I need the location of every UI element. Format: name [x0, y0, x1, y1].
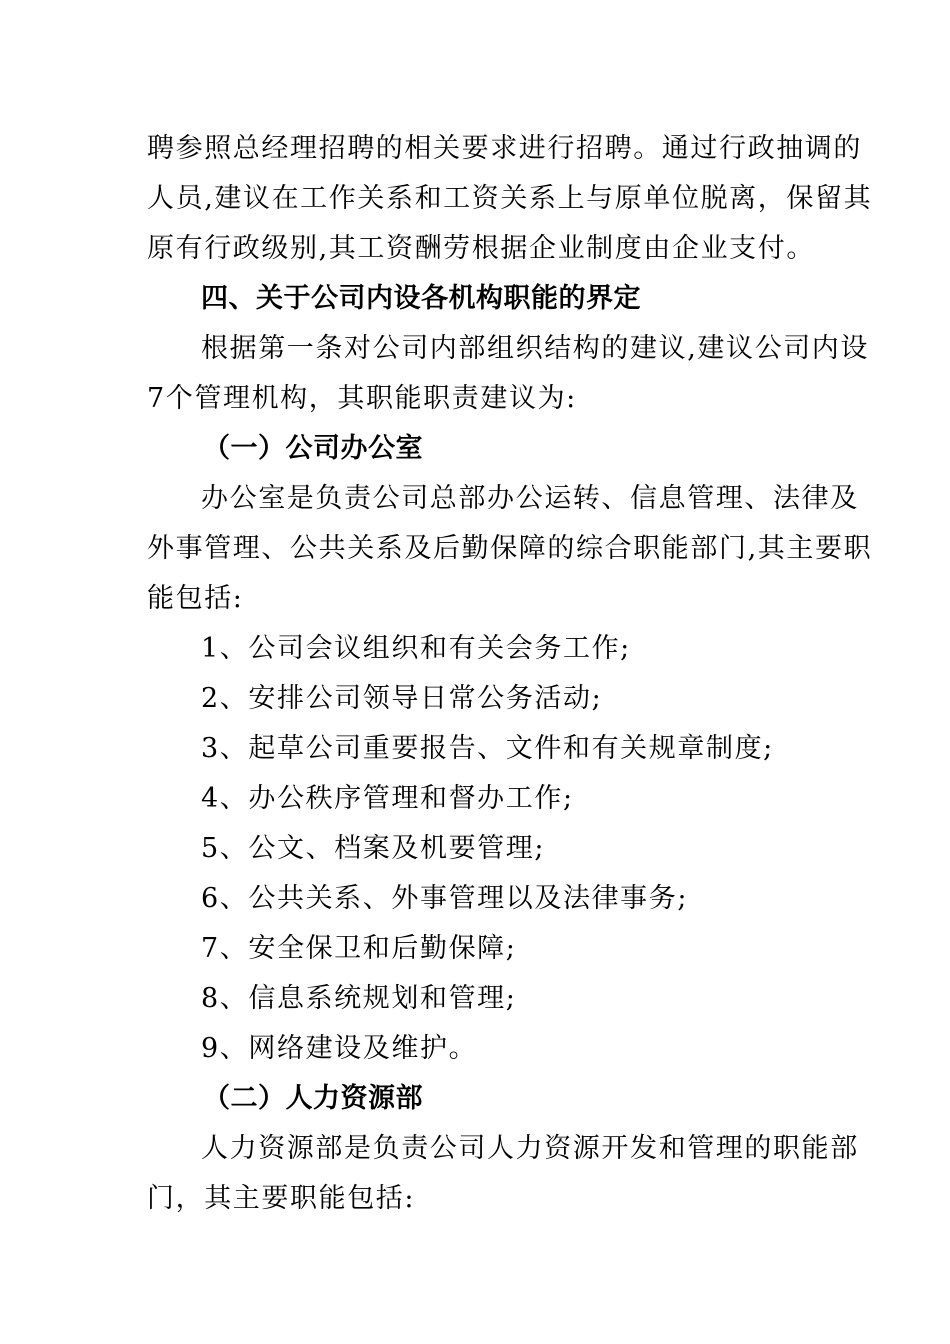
paragraph-line: 门，其主要职能包括: — [147, 1183, 416, 1214]
paragraph-line: 人力资源部是负责公司人力资源开发和管理的职能部 — [201, 1133, 859, 1164]
list-item: 8、信息系统规划和管理; — [201, 983, 517, 1014]
paragraph-line: 7个管理机构，其职能职责建议为: — [147, 383, 577, 414]
paragraph-line: 能包括: — [147, 583, 244, 614]
paragraph-line: 人员,建议在工作关系和工资关系上与原单位脱离，保留其 — [147, 183, 873, 214]
list-item: 3、起草公司重要报告、文件和有关规章制度; — [201, 733, 774, 764]
list-item: 7、安全保卫和后勤保障; — [201, 933, 517, 964]
list-item: 4、办公秩序管理和督办工作; — [201, 783, 574, 814]
paragraph-line: 办公室是负责公司总部办公运转、信息管理、法律及 — [201, 483, 859, 514]
subsection-heading: （二）人力资源部 — [203, 1083, 423, 1114]
paragraph-line: 原有行政级别,其工资酬劳根据企业制度由企业支付。 — [147, 233, 815, 264]
section-heading: 四、关于公司内设各机构职能的界定 — [201, 283, 641, 314]
list-item: 6、公共关系、外事管理以及法律事务; — [201, 883, 689, 914]
list-item: 2、安排公司领导日常公务活动; — [201, 683, 603, 714]
list-item: 1、公司会议组织和有关会务工作; — [201, 633, 631, 664]
subsection-heading: （一）公司办公室 — [203, 433, 423, 464]
paragraph-line: 外事管理、公共关系及后勤保障的综合职能部门,其主要职 — [147, 533, 873, 564]
list-item: 9、网络建设及维护。 — [201, 1033, 478, 1064]
list-item: 5、公文、档案及机要管理; — [201, 833, 546, 864]
paragraph-line: 根据第一条对公司内部组织结构的建议,建议公司内设 — [201, 333, 869, 364]
paragraph-line: 聘参照总经理招聘的相关要求进行招聘。通过行政抽调的 — [147, 133, 862, 164]
